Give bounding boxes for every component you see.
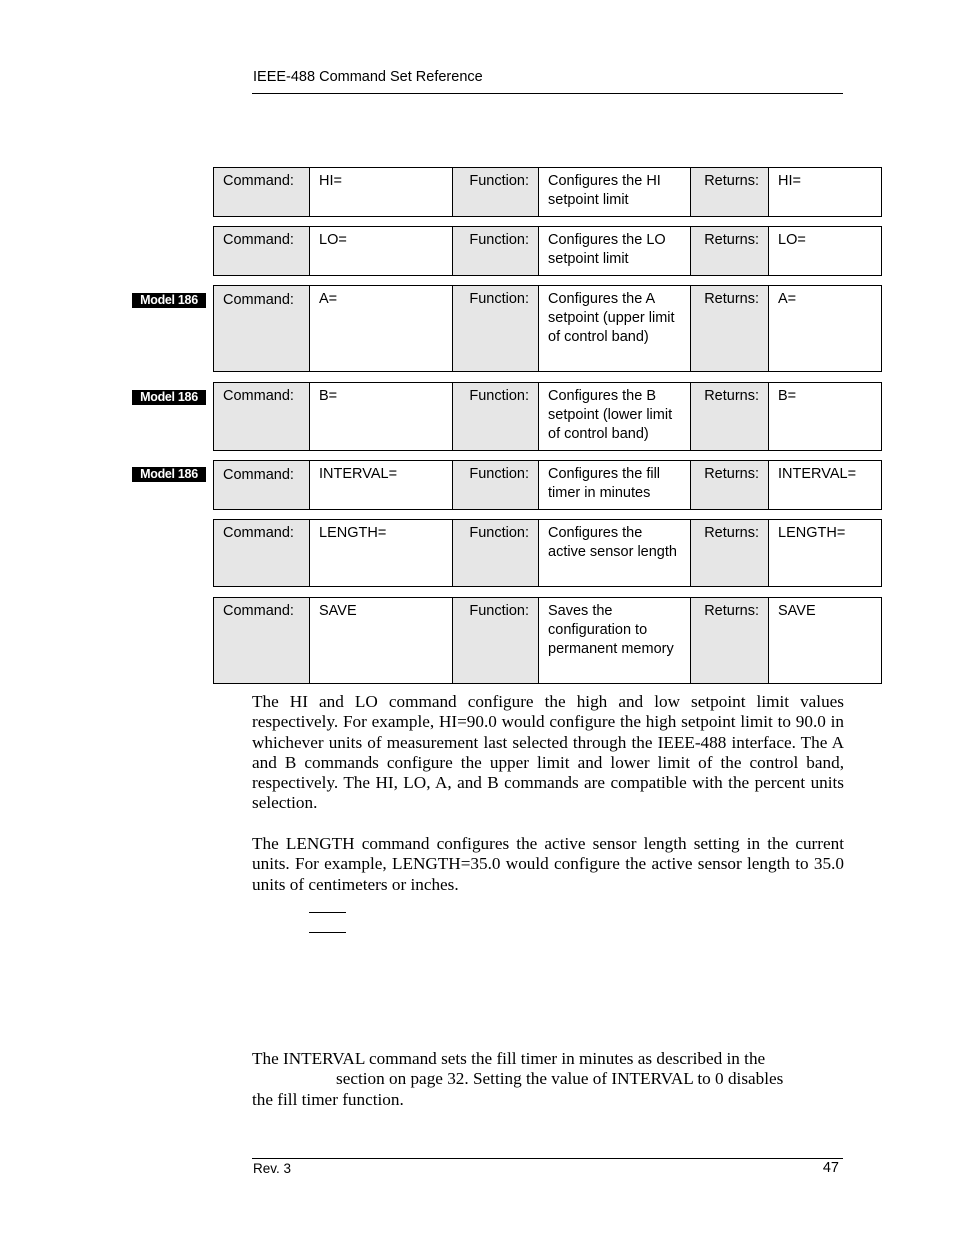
model-186-badge: Model 186 (132, 390, 206, 405)
command-value: HI= (310, 168, 453, 217)
returns-value: B= (769, 383, 882, 451)
command-label: Command: (214, 286, 310, 372)
function-label: Function: (453, 461, 539, 510)
returns-value: LENGTH= (769, 520, 882, 587)
function-description: Configures the active sensor length (539, 520, 691, 587)
page-footer (252, 1158, 843, 1176)
paragraph-setpoint-commands: The HI and LO command configure the high and low setpoint limit values respectively. For example, HI=90.0 would configure the high setpoint limit to 90.0 in whichever units of measurement last selected through the IEEE-488 interface. The A and B commands configure the upper limit and lower limit of the control band, respectively. The HI, LO, A, and B commands are compatible with the percent units selection. (252, 692, 844, 813)
divider-line (309, 932, 346, 933)
command-table-save (213, 597, 882, 684)
command-value: A= (310, 286, 453, 372)
page-number: 47 (822, 1160, 839, 1176)
paragraph-line: section on page 32. Setting the value of INTERVAL to 0 disables (336, 1069, 784, 1089)
returns-value: A= (769, 286, 882, 372)
command-table-lo (213, 226, 882, 276)
returns-label: Returns: (691, 383, 769, 451)
command-label: Command: (214, 520, 310, 587)
command-table-length (213, 519, 882, 587)
command-label: Command: (214, 598, 310, 684)
function-label: Function: (453, 227, 539, 276)
function-description: Configures the fill timer in minutes (539, 461, 691, 510)
function-description: Configures the LO setpoint limit (539, 227, 691, 276)
function-label: Function: (453, 598, 539, 684)
command-label: Command: (214, 461, 310, 510)
table-row (214, 168, 882, 217)
returns-label: Returns: (691, 461, 769, 510)
command-label: Command: (214, 168, 310, 217)
returns-label: Returns: (691, 168, 769, 217)
paragraph-line: The INTERVAL command sets the fill timer in minutes as described in the (252, 1049, 766, 1068)
model-186-badge: Model 186 (132, 467, 206, 482)
returns-value: INTERVAL= (769, 461, 882, 510)
command-value: INTERVAL= (310, 461, 453, 510)
table-row (214, 286, 882, 372)
command-value: LENGTH= (310, 520, 453, 587)
command-value: B= (310, 383, 453, 451)
command-table-interval (213, 460, 882, 510)
command-table-a (213, 285, 882, 372)
header-title: IEEE-488 Command Set Reference (253, 69, 483, 85)
command-table-b (213, 382, 882, 451)
function-label: Function: (453, 168, 539, 217)
paragraph-length-command: The LENGTH command configures the active sensor length setting in the current units. For example, LENGTH=35.0 would configure the active sensor length to 35.0 units of centimeters or inches. (252, 834, 844, 894)
command-label: Command: (214, 227, 310, 276)
returns-label: Returns: (691, 227, 769, 276)
page-header (252, 69, 843, 94)
returns-value: SAVE (769, 598, 882, 684)
function-description: Saves the configuration to permanent memory (539, 598, 691, 684)
command-value: SAVE (310, 598, 453, 684)
table-row (214, 461, 882, 510)
returns-value: LO= (769, 227, 882, 276)
command-value: LO= (310, 227, 453, 276)
table-row (214, 520, 882, 587)
divider-line (309, 912, 346, 913)
table-row (214, 383, 882, 451)
function-label: Function: (453, 383, 539, 451)
command-table-hi (213, 167, 882, 217)
returns-label: Returns: (691, 520, 769, 587)
function-label: Function: (453, 286, 539, 372)
function-description: Configures the HI setpoint limit (539, 168, 691, 217)
function-label: Function: (453, 520, 539, 587)
paragraph-interval-command (252, 1049, 844, 1110)
command-label: Command: (214, 383, 310, 451)
function-description: Configures the A setpoint (upper limit of control band) (539, 286, 691, 372)
table-row (214, 227, 882, 276)
returns-label: Returns: (691, 286, 769, 372)
model-186-badge: Model 186 (132, 293, 206, 308)
returns-label: Returns: (691, 598, 769, 684)
table-row (214, 598, 882, 684)
paragraph-line: the fill timer function. (252, 1089, 404, 1109)
revision-label: Rev. 3 (253, 1161, 292, 1176)
returns-value: HI= (769, 168, 882, 217)
function-description: Configures the B setpoint (lower limit of control band) (539, 383, 691, 451)
